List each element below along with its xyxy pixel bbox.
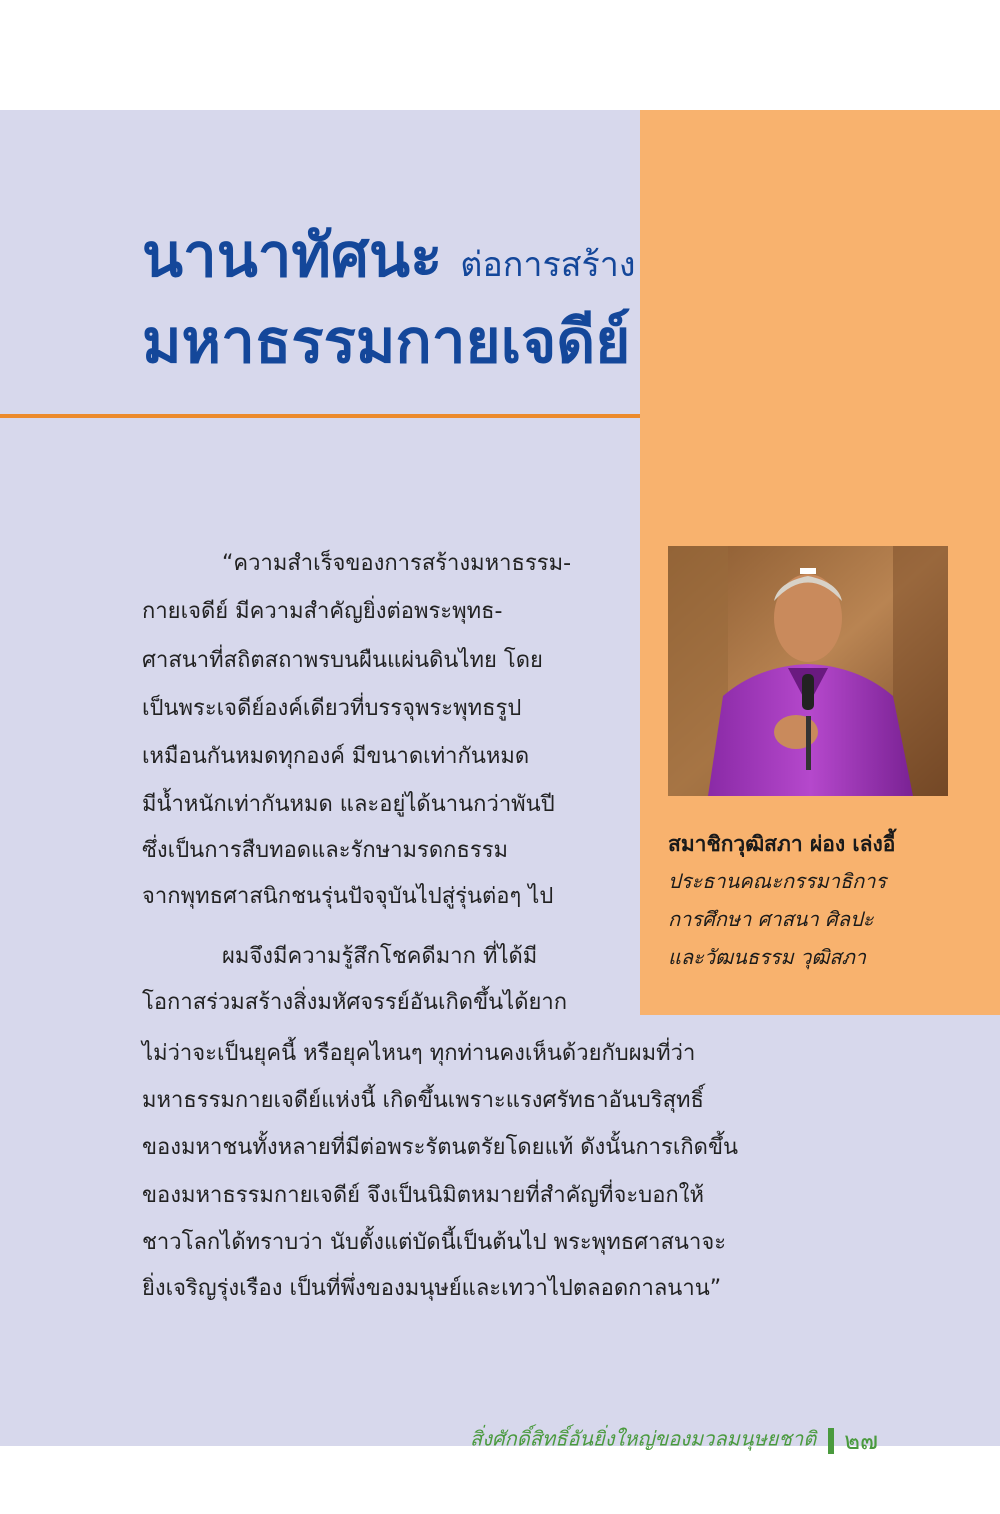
title-sub: ต่อการสร้าง	[460, 245, 636, 285]
title-divider	[0, 414, 640, 418]
body-line: ศาสนาที่สถิตสถาพรบนผืนแผ่นดินไทย โดย	[142, 648, 543, 673]
body-line: มีน้ำหนักเท่ากันหมด และอยู่ได้นานกว่าพันปี	[142, 792, 555, 817]
body-line: ไม่ว่าจะเป็นยุคนี้ หรือยุคไหนๆ ทุกท่านคงเห็นด้วยกับผมที่ว่า	[142, 1041, 696, 1066]
page-title	[142, 221, 636, 291]
portrait-photo	[668, 546, 948, 796]
caption-name: สมาชิกวุฒิสภา ผ่อง เล่งอี้	[668, 832, 896, 856]
title-line-2: มหาธรรมกายเจดีย์	[142, 307, 631, 377]
body-line: มหาธรรมกายเจดีย์แห่งนี้ เกิดขึ้นเพราะแรงศรัทธาอันบริสุทธิ์	[142, 1088, 704, 1113]
page-footer	[470, 1428, 878, 1454]
footer-divider	[828, 1428, 834, 1454]
photo-caption	[668, 826, 988, 976]
body-line: จากพุทธศาสนิกชนรุ่นปัจจุบันไปสู่รุ่นต่อๆ ไป	[142, 884, 554, 909]
body-line: ของมหาชนทั้งหลายที่มีต่อพระรัตนตรัยโดยแท้ ดังนั้นการเกิดขึ้น	[142, 1135, 739, 1160]
body-line: ของมหาธรรมกายเจดีย์ จึงเป็นนิมิตหมายที่สำคัญที่จะบอกให้	[142, 1183, 704, 1208]
body-line: โอกาสร่วมสร้างสิ่งมหัศจรรย์อันเกิดขึ้นได้ยาก	[142, 990, 568, 1015]
page-number: ๒๗	[844, 1427, 879, 1455]
body-line: เป็นพระเจดีย์องค์เดียวที่บรรจุพระพุทธรูป	[142, 696, 522, 721]
body-line: ชาวโลกได้ทราบว่า นับตั้งแต่บัดนี้เป็นต้นไป พระพุทธศาสนาจะ	[142, 1230, 727, 1255]
body-line: กายเจดีย์ มีความสำคัญยิ่งต่อพระพุทธ-	[142, 599, 503, 624]
body-line: “ความสำเร็จของการสร้างมหาธรรม-	[222, 551, 572, 576]
caption-role-line: และวัฒนธรรม วุฒิสภา	[668, 945, 867, 969]
body-line: ยิ่งเจริญรุ่งเรือง เป็นที่พึ่งของมนุษย์และเทวาไปตลอดกาลนาน”	[142, 1276, 722, 1301]
body-line: ผมจึงมีความรู้สึกโชคดีมาก ที่ได้มี	[222, 944, 538, 969]
caption-role-line: ประธานคณะกรรมาธิการ	[668, 869, 887, 893]
title-main: นานาทัศนะ	[142, 221, 443, 291]
body-line: ซึ่งเป็นการสืบทอดและรักษามรดกธรรม	[142, 838, 509, 863]
footer-text: สิ่งศักดิ์สิทธิ์อันยิ่งใหญ่ของมวลมนุษยชาติ	[470, 1426, 817, 1451]
caption-role-line: การศึกษา ศาสนา ศิลปะ	[668, 907, 874, 931]
body-line: เหมือนกันหมดทุกองค์ มีขนาดเท่ากันหมด	[142, 744, 530, 769]
